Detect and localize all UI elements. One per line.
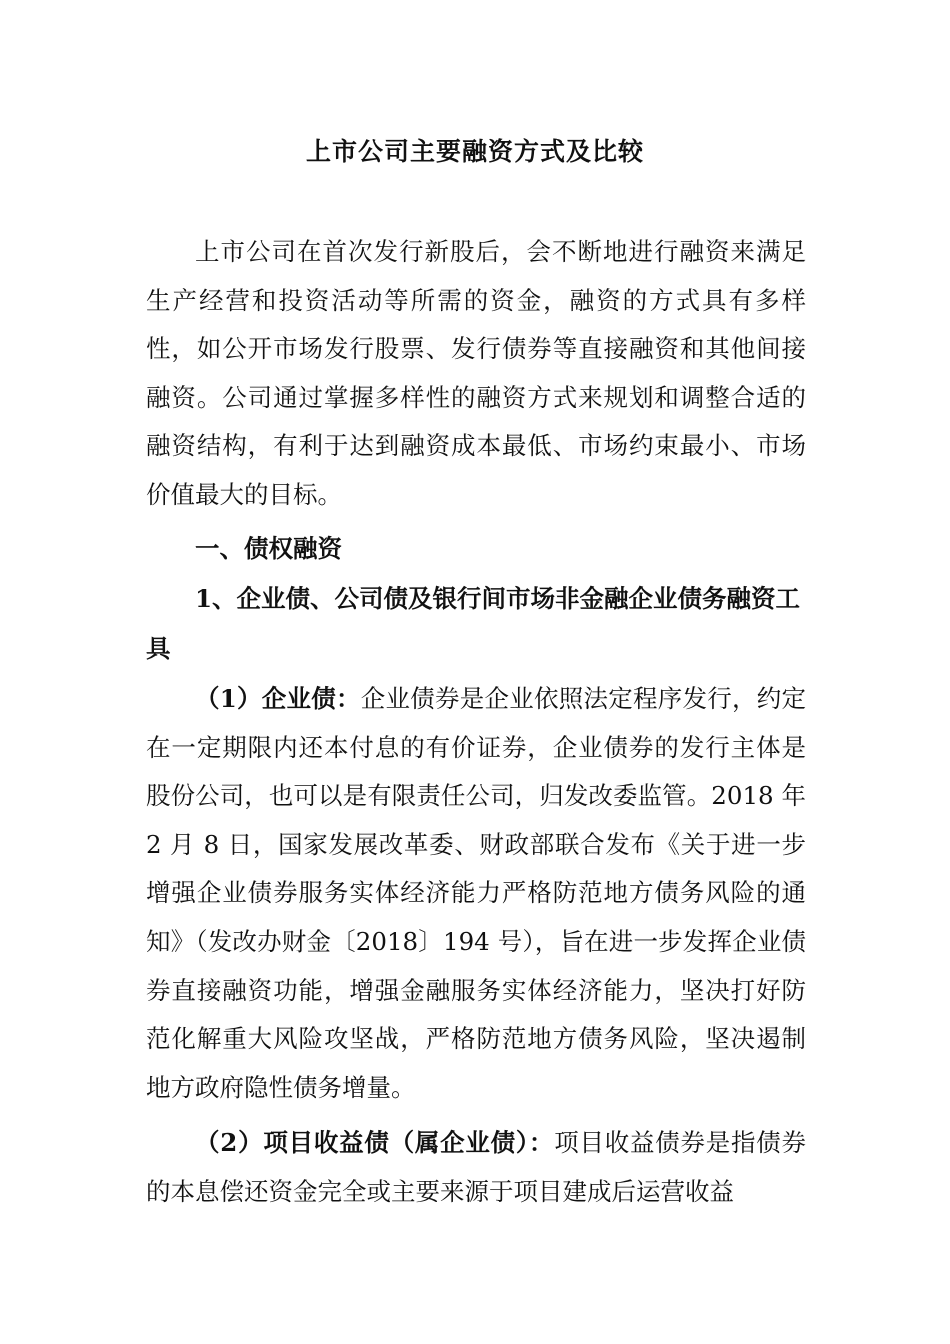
paragraph-enterprise-bond: [146, 675, 806, 1112]
project-revenue-bond-text: 项目收益债券是指债券的本息偿还资金完全或主要来源于项目建成后运营收益: [146, 1128, 807, 1206]
intro-paragraph: 上市公司在首次发行新股后，会不断地进行融资来满足生产经营和投资活动等所需的资金，融资的方式具有多样性，如公开市场发行股票、发行债券等直接融资和其他间接融资。公司通过掌握多样性的融资方式来规划和调整合适的融资结构，有利于达到融资成本最低、市场约束最小、市场价值最大的目标。: [146, 237, 806, 509]
enterprise-bond-lead: （1）企业债：: [195, 684, 361, 713]
document-title: 上市公司主要融资方式及比较: [305, 137, 644, 166]
project-revenue-bond-lead: （2）项目收益债（属企业债）：: [195, 1128, 555, 1157]
section-heading-debt-financing: 一、债权融资: [195, 534, 342, 563]
enterprise-bond-text: 企业债券是企业依照法定程序发行，约定在一定期限内还本付息的有价证券，企业债券的发行主体是股份公司，也可以是有限责任公司，归发改委监管。2018 年 2 月 8 日，国家发展改革委、财政部联合发布《关于进一步增强企业债券服务实体经济能力严格防范地方债务风险的通知》（发改办财金〔2018〕194 号），旨在进一步发挥企业债券直接融资功能，增强金融服务实体经济能力，坚决打好防范化解重大风险攻坚战，严格防范地方债务风险，坚决遏制地方政府隐性债务增量。: [146, 684, 807, 1102]
paragraph-project-revenue-bond: [146, 1119, 806, 1216]
subsection-heading-bonds: 1、企业债、公司债及银行间市场非金融企业债务融资工具: [146, 584, 801, 663]
